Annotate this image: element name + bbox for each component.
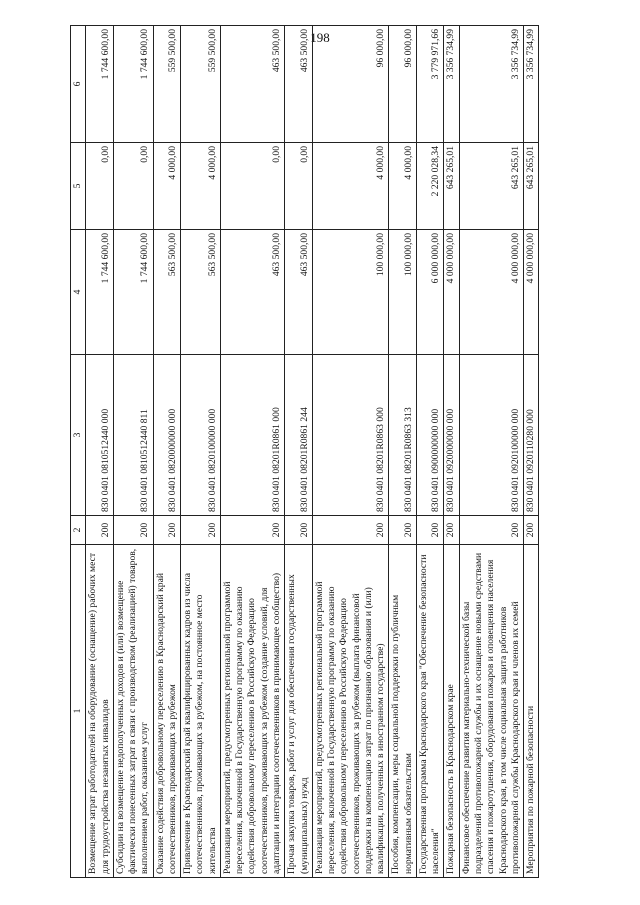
row-code-cell: 200 xyxy=(220,516,284,545)
row-kbk-cell: 830 0401 0920110280 000 xyxy=(524,355,539,516)
row-name-cell: Оказание содействия добровольному переселению в Краснодарский край соотечественников, проживающих за рубежом xyxy=(153,545,181,878)
table-row xyxy=(181,26,221,878)
row-code-cell: 200 xyxy=(285,516,313,545)
row-value4-cell: 1 744 600,00 xyxy=(86,230,114,355)
row-value4-cell: 4 000 000,00 xyxy=(459,230,523,355)
row-value4-cell: 463 500,00 xyxy=(285,230,313,355)
table-row xyxy=(285,26,313,878)
row-code-cell: 200 xyxy=(86,516,114,545)
row-value4-cell: 563 500,00 xyxy=(153,230,181,355)
row-name-cell: Пособия, компенсации, меры социальной поддержки по публичным нормативным обязательствам xyxy=(389,545,417,878)
row-code-cell: 200 xyxy=(389,516,417,545)
row-name-cell: Мероприятия по пожарной безопасности xyxy=(524,545,539,878)
row-value5-cell: 4 000,00 xyxy=(312,143,389,230)
row-name-cell: Субсидии на возмещение недополученных доходов и (или) возмещение фактически понесенных затрат в связи с производством (реализацией) товаров, выполнением работ, оказанием услуг xyxy=(113,545,153,878)
row-kbk-cell: 830 0401 08201R0863 000 xyxy=(312,355,389,516)
row-kbk-cell: 830 0401 0820100000 000 xyxy=(181,355,221,516)
row-value5-cell: 2 220 028,34 xyxy=(416,143,444,230)
row-code-cell: 200 xyxy=(416,516,444,545)
row-kbk-cell: 830 0401 0900000000 000 xyxy=(416,355,444,516)
row-value6-cell: 1 744 600,00 xyxy=(86,26,114,143)
row-name-cell: Пожарная безопасность в Краснодарском крае xyxy=(444,545,459,878)
table-row xyxy=(524,26,539,878)
row-kbk-cell: 830 0401 0810512440 811 xyxy=(113,355,153,516)
table-row xyxy=(153,26,181,878)
table-row xyxy=(389,26,417,878)
row-kbk-cell: 830 0401 0810512440 000 xyxy=(86,355,114,516)
row-kbk-cell: 830 0401 0920100000 000 xyxy=(459,355,523,516)
row-value4-cell: 563 500,00 xyxy=(181,230,221,355)
row-name-cell: Прочая закупка товаров, работ и услуг для обеспечения государственных (муниципальных) нужд xyxy=(285,545,313,878)
row-name-cell: Реализация мероприятий, предусмотренных региональной программой переселения, включенной в Государственную программу по оказанию содействия добровольному переселению в Российскую Федерацию соотечественников, проживающих за рубежом (выплата финансовой поддержки на компенсацию затрат по признанию образования и (или) квалификации, полученных в иностранном государстве) xyxy=(312,545,389,878)
column-header-5: 5 xyxy=(71,143,86,230)
column-header-1: 1 xyxy=(71,545,86,878)
row-value5-cell: 643 265,01 xyxy=(524,143,539,230)
row-value6-cell: 559 500,00 xyxy=(153,26,181,143)
row-code-cell: 200 xyxy=(113,516,153,545)
row-value4-cell: 100 000,00 xyxy=(389,230,417,355)
row-value4-cell: 100 000,00 xyxy=(312,230,389,355)
row-code-cell: 200 xyxy=(459,516,523,545)
row-value5-cell: 4 000,00 xyxy=(389,143,417,230)
row-value6-cell: 3 356 734,99 xyxy=(459,26,523,143)
row-value5-cell: 0,00 xyxy=(86,143,114,230)
row-code-cell: 200 xyxy=(312,516,389,545)
row-value6-cell: 463 500,00 xyxy=(220,26,284,143)
row-value5-cell: 0,00 xyxy=(113,143,153,230)
table-row xyxy=(459,26,523,878)
column-header-6: 6 xyxy=(71,26,86,143)
page-number: 198 xyxy=(310,30,330,45)
row-name-cell: Финансовое обеспечение развития материально-технической базы подразделений противопожарной службы и их оснащение новыми средствами спасения и пожаротушения, оборудования пожаров и оповещения населения Краснодарского края, в том числе социальная защита работников противопожарной службы Краснодарского края и членов их семей xyxy=(459,545,523,878)
row-code-cell: 200 xyxy=(444,516,459,545)
row-value5-cell: 643 265,01 xyxy=(459,143,523,230)
row-name-cell: Государственная программа Краснодарского края "Обеспечение безопасности населения" xyxy=(416,545,444,878)
row-kbk-cell: 830 0401 0820000000 000 xyxy=(153,355,181,516)
row-value6-cell: 96 000,00 xyxy=(312,26,389,143)
column-header-3: 3 xyxy=(71,355,86,516)
row-value5-cell: 643 265,01 xyxy=(444,143,459,230)
row-value4-cell: 463 500,00 xyxy=(220,230,284,355)
row-value5-cell: 4 000,00 xyxy=(153,143,181,230)
row-name-cell: Возмещение затрат работодателей на оборудование (оснащение) рабочих мест для трудоустройства незанятых инвалидов xyxy=(86,545,114,878)
row-code-cell: 200 xyxy=(524,516,539,545)
row-value6-cell: 559 500,00 xyxy=(181,26,221,143)
row-value6-cell: 1 744 600,00 xyxy=(113,26,153,143)
table-row xyxy=(444,26,459,878)
row-value6-cell: 96 000,00 xyxy=(389,26,417,143)
row-kbk-cell: 830 0401 0920000000 000 xyxy=(444,355,459,516)
row-value4-cell: 4 000 000,00 xyxy=(524,230,539,355)
row-value6-cell: 463 500,00 xyxy=(285,26,313,143)
row-value6-cell: 3 356 734,99 xyxy=(444,26,459,143)
table-row xyxy=(113,26,153,878)
row-value4-cell: 6 000 000,00 xyxy=(416,230,444,355)
table-row xyxy=(416,26,444,878)
row-kbk-cell: 830 0401 08201R0861 000 xyxy=(220,355,284,516)
row-name-cell: Привлечение в Краснодарский край квалифицированных кадров из числа соотечественников, проживающих за рубежом, на постоянное место жительства xyxy=(181,545,221,878)
row-value4-cell: 4 000 000,00 xyxy=(444,230,459,355)
row-name-cell: Реализация мероприятий, предусмотренных региональной программой переселения, включенной в Государственную программу по оказанию содействия добровольному переселению в Российскую Федерацию соотечественников, проживающих за рубежом (создание условий, для адаптации и интеграции соотечественников в принимающее сообщество) xyxy=(220,545,284,878)
column-header-2: 2 xyxy=(71,516,86,545)
row-kbk-cell: 830 0401 08201R0863 313 xyxy=(389,355,417,516)
row-value4-cell: 1 744 600,00 xyxy=(113,230,153,355)
table-header-row xyxy=(71,26,86,878)
table-row xyxy=(220,26,284,878)
budget-table xyxy=(70,25,539,878)
row-value5-cell: 4 000,00 xyxy=(181,143,221,230)
row-value6-cell: 3 356 734,99 xyxy=(524,26,539,143)
table-row xyxy=(86,26,114,878)
row-code-cell: 200 xyxy=(153,516,181,545)
row-code-cell: 200 xyxy=(181,516,221,545)
row-value6-cell: 3 779 971,66 xyxy=(416,26,444,143)
row-kbk-cell: 830 0401 08201R0861 244 xyxy=(285,355,313,516)
row-value5-cell: 0,00 xyxy=(220,143,284,230)
table-row xyxy=(312,26,389,878)
column-header-4: 4 xyxy=(71,230,86,355)
row-value5-cell: 0,00 xyxy=(285,143,313,230)
